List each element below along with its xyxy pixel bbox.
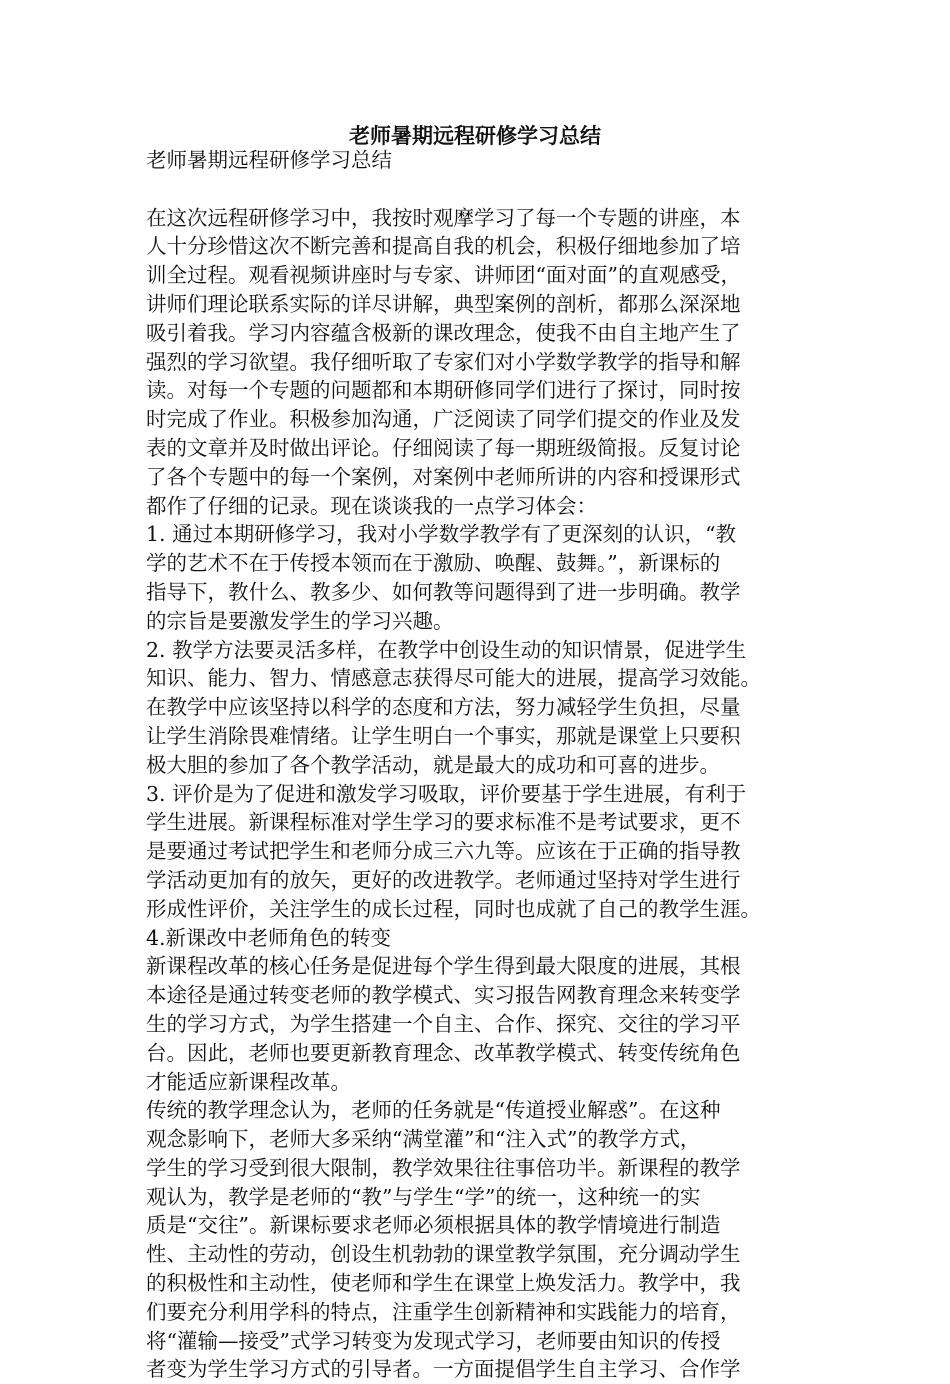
- text-line: 都作了仔细的记录。现在谈谈我的一点学习体会：: [146, 493, 597, 518]
- text-line: 将“灌输—接受”式学习转变为发现式学习，老师要由知识的传授: [146, 1328, 721, 1353]
- text-line: 生的学习方式，为学生搭建一个自主、合作、探究、交往的学习平: [146, 1011, 741, 1036]
- text-line: 学生的学习受到很大限制，教学效果往往事倍功半。新课程的教学: [146, 1155, 741, 1180]
- text-line: 在教学中应该坚持以科学的态度和方法，努力减轻学生负担，尽量: [146, 695, 741, 720]
- text-line: 1. 通过本期研修学习，我对小学数学教学有了更深刻的认识，“教: [146, 522, 737, 547]
- text-line: 3. 评价是为了促进和激发学习吸取，评价要基于学生进展，有利于: [146, 781, 747, 806]
- text-line: 的宗旨是要激发学生的学习兴趣。: [146, 608, 454, 633]
- text-line: 才能适应新课程改革。: [146, 1069, 351, 1094]
- text-line: 们要充分利用学科的特点，注重学生创新精神和实践能力的培育，: [146, 1299, 741, 1324]
- text-line: 时完成了作业。积极参加沟通，广泛阅读了同学们提交的作业及发: [146, 407, 741, 432]
- text-line: 训全过程。观看视频讲座时与专家、讲师团“面对面”的直观感受，: [146, 263, 741, 288]
- text-line: 极大胆的参加了各个教学活动，就是最大的成功和可喜的进步。: [146, 752, 720, 777]
- text-line: 观念影响下，老师大多采纳“满堂灌”和“注入式”的教学方式，: [146, 1127, 701, 1152]
- text-line: 学的艺术不在于传授本领而在于激励、唤醒、鼓舞。”，新课标的: [146, 551, 721, 576]
- text-line: 观认为，教学是老师的“教”与学生“学”的统一，这种统一的实: [146, 1184, 701, 1209]
- document-body: [146, 146, 814, 1384]
- text-line: 让学生消除畏难情绪。让学生明白一个事实，那就是课堂上只要积: [146, 723, 741, 748]
- text-line: 本途径是通过转变老师的教学模式、实习报告网教育理念来转变学: [146, 983, 741, 1008]
- text-line: 2. 教学方法要灵活多样，在教学中创设生动的知识情景，促进学生: [146, 637, 747, 662]
- text-line: 学生进展。新课程标准对学生学习的要求标准不是考试要求，更不: [146, 810, 741, 835]
- text-line: 强烈的学习欲望。我仔细听取了专家们对小学数学教学的指导和解: [146, 349, 741, 374]
- paragraph-lines: [146, 204, 814, 1384]
- text-line: 传统的教学理念认为，老师的任务就是“传道授业解惑”。在这种: [146, 1098, 721, 1123]
- text-line: 性、主动性的劳动，创设生机勃勃的课堂教学氛围，充分调动学生: [146, 1242, 741, 1267]
- text-line: 知识、能力、智力、情感意志获得尽可能大的进展，提高学习效能。: [146, 666, 761, 691]
- text-line: 讲师们理论联系实际的详尽讲解，典型案例的剖析，都那么深深地: [146, 291, 741, 316]
- text-line: 台。因此，老师也要更新教育理念、改革教学模式、转变传统角色: [146, 1040, 741, 1065]
- text-line: 形成性评价，关注学生的成长过程，同时也成就了自己的教学生涯。: [146, 896, 761, 921]
- document-subtitle: 老师暑期远程研修学习总结: [146, 148, 392, 172]
- document-title: 老师暑期远程研修学习总结: [349, 123, 601, 148]
- text-line: 学活动更加有的放矢，更好的改进教学。老师通过坚持对学生进行: [146, 867, 741, 892]
- text-line: 吸引着我。学习内容蕴含极新的课改理念，使我不由自主地产生了: [146, 320, 741, 345]
- text-line: 的积极性和主动性，使老师和学生在课堂上焕发活力。教学中，我: [146, 1271, 741, 1296]
- text-line: 读。对每一个专题的问题都和本期研修同学们进行了探讨，同时按: [146, 378, 741, 403]
- text-line: 表的文章并及时做出评论。仔细阅读了每一期班级简报。反复讨论: [146, 435, 741, 460]
- text-line: 新课程改革的核心任务是促进每个学生得到最大限度的进展，其根: [146, 954, 741, 979]
- text-line: 者变为学生学习方式的引导者。一方面提倡学生自主学习、合作学: [146, 1357, 741, 1382]
- text-line: 了各个专题中的每一个案例，对案例中老师所讲的内容和授课形式: [146, 464, 741, 489]
- text-line: 质是“交往”。新课标要求老师必须根据具体的教学情境进行制造: [146, 1213, 721, 1238]
- blank-line: [146, 175, 814, 204]
- text-line: 是要通过考试把学生和老师分成三六九等。应该在于正确的指导教: [146, 839, 741, 864]
- text-line: 4.新课改中老师角色的转变: [146, 925, 392, 950]
- text-line: 指导下，教什么、教多少、如何教等问题得到了进一步明确。教学: [146, 579, 741, 604]
- text-line: 人十分珍惜这次不断完善和提高自我的机会，积极仔细地参加了培: [146, 234, 741, 259]
- text-line: 在这次远程研修学习中，我按时观摩学习了每一个专题的讲座，本: [146, 205, 741, 230]
